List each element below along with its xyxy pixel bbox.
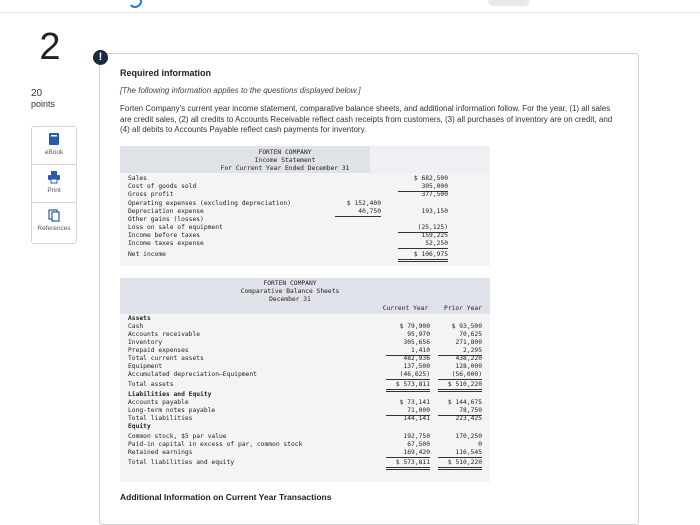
income-row-col1: 40,750 [335, 208, 381, 217]
income-row-col1 [335, 191, 381, 199]
income-row-label: Depreciation expense [128, 208, 204, 215]
income-title-1: FORTEN COMPANY [258, 149, 312, 156]
income-statement-table [120, 146, 490, 266]
balance-row-current: $ 573,811 [386, 459, 430, 470]
balance-row-prior: 0 [478, 441, 482, 448]
balance-row-label: Assets [128, 315, 151, 322]
balance-row-label: Accounts payable [128, 399, 189, 406]
income-row-col1 [335, 224, 381, 232]
balance-row-label: Accumulated depreciation—Equipment [128, 371, 257, 378]
top-button[interactable] [488, 0, 530, 6]
income-row-col2 [398, 200, 448, 208]
income-row-label: Other gains (losses) [128, 216, 204, 223]
balance-row-prior: $ 93,500 [451, 323, 482, 330]
balance-row-label: Total assets [128, 381, 174, 388]
balance-row-current [386, 315, 430, 323]
income-row-label: Income taxes expense [128, 240, 204, 247]
income-row-label: Income before taxes [128, 232, 201, 239]
income-title-2: Income Statement [254, 157, 316, 164]
income-row-col2: $ 682,500 [413, 175, 448, 182]
col-header-prior: Prior Year [444, 305, 482, 312]
balance-row-label: Retained earnings [128, 449, 193, 456]
income-row-label: Cost of goods sold [128, 183, 197, 190]
required-title: Required information [120, 68, 212, 78]
loading-icon [128, 0, 142, 8]
income-row-col1 [335, 183, 381, 191]
income-row-col2: 377,500 [421, 191, 448, 198]
printer-icon [47, 170, 61, 184]
balance-row-current [386, 423, 430, 431]
income-row-col1 [335, 251, 381, 259]
balance-row-prior [438, 315, 482, 323]
col-header-current: Current Year [382, 305, 429, 312]
balance-row-current: 144,141 [403, 415, 430, 422]
balance-row-prior: 438,220 [455, 355, 482, 362]
balance-row-prior: $ 144,675 [447, 399, 482, 406]
required-note: [The following information applies to the questions displayed below.] [120, 86, 361, 95]
balance-sheet-table [120, 278, 490, 482]
balance-row-current: 1,410 [386, 347, 430, 356]
balance-row-prior: $ 510,220 [438, 381, 482, 392]
balance-row-current: 192,750 [403, 433, 430, 440]
balance-row-label: Total liabilities [128, 415, 193, 422]
income-row-col1 [335, 232, 381, 240]
print-button[interactable] [31, 164, 77, 206]
balance-row-current: 137,500 [403, 363, 430, 370]
balance-row-prior: 223,425 [455, 415, 482, 422]
balance-row-current: $ 79,900 [399, 323, 430, 330]
balance-row-prior: 78,750 [438, 407, 482, 416]
balance-row-prior: 271,800 [455, 339, 482, 346]
balance-row-prior: $ 510,220 [438, 459, 482, 470]
balance-title-3: December 31 [269, 296, 311, 303]
balance-row-label: Accounts receivable [128, 331, 201, 338]
income-title-3: For Current Year Ended December 31 [220, 165, 350, 172]
references-button[interactable] [31, 202, 77, 244]
balance-row-current: 95,970 [407, 331, 430, 338]
income-row-col2: 305,000 [398, 183, 448, 192]
income-row-label: Sales [128, 175, 147, 182]
income-row-label: Loss on sale of equipment [128, 224, 223, 231]
balance-row-current: 482,936 [403, 355, 430, 362]
income-row-col2: 52,250 [398, 240, 448, 249]
balance-row-label: Cash [128, 323, 144, 330]
balance-row-prior: 128,000 [455, 363, 482, 370]
balance-row-prior: 2,295 [438, 347, 482, 356]
print-label: Print [47, 187, 61, 194]
references-label: References [37, 225, 71, 232]
points-label: points [31, 99, 56, 109]
balance-row-current: (46,625) [386, 371, 430, 380]
income-row-label: Gross profit [128, 191, 174, 198]
income-row-col1 [335, 175, 381, 183]
income-row-col1 [335, 216, 381, 224]
income-row-label: Net income [128, 251, 166, 258]
balance-row-label: Liabilities and Equity [128, 391, 212, 398]
balance-row-prior: 170,250 [455, 433, 482, 440]
book-icon [47, 132, 61, 146]
income-row-col1: $ 152,400 [346, 200, 381, 207]
balance-row-label: Prepaid expenses [128, 347, 189, 354]
balance-row-current: $ 573,811 [386, 381, 430, 392]
balance-row-label: Equity [128, 423, 151, 430]
income-row-col2: 193,150 [421, 208, 448, 215]
alert-icon: ! [93, 50, 108, 65]
balance-row-label: Paid-in capital in excess of par, common stock [128, 441, 303, 448]
points-info [31, 88, 55, 110]
top-bar [0, 0, 700, 13]
income-row-col2: $ 106,975 [398, 251, 448, 262]
balance-row-current: 305,656 [403, 339, 430, 346]
balance-row-prior [438, 391, 482, 399]
income-row-label: Operating expenses (excluding depreciation) [128, 200, 292, 207]
ebook-label: eBook [44, 149, 64, 156]
balance-row-current: 71,000 [386, 407, 430, 416]
balance-row-label: Equipment [128, 363, 163, 370]
balance-row-prior [438, 423, 482, 431]
required-body: Forten Company's current year income statement, comparative balance sheets, and additional information follow. For the year, (1) all sales are credit sales, (2) all credits to Accounts Receivable reflect cash receipts from customers, (3) all purchases of inventory are on credit, and (4) all debits to Accounts Payable reflect cash payments for inventory. [120, 104, 613, 134]
balance-row-current: 169,420 [386, 449, 430, 458]
balance-row-label: Total current assets [128, 355, 204, 362]
additional-info-title: Additional Information on Current Year Transactions [120, 492, 332, 502]
balance-row-prior: 70,625 [459, 331, 482, 338]
copy-icon [47, 208, 61, 222]
income-row-col2: (25,125) [398, 224, 448, 233]
balance-title-1: FORTEN COMPANY [263, 280, 317, 287]
balance-row-label: Long-term notes payable [128, 407, 216, 414]
income-row-col2 [398, 216, 448, 224]
balance-row-current [386, 391, 430, 399]
balance-row-prior: 116,545 [438, 449, 482, 458]
balance-row-label: Total liabilities and equity [128, 459, 235, 466]
points-value: 20 [31, 88, 43, 99]
balance-row-label: Inventory [128, 339, 163, 346]
balance-row-current: $ 73,141 [399, 399, 430, 406]
income-row-col1 [335, 240, 381, 248]
income-row-col2: 159,225 [421, 232, 448, 239]
balance-row-prior: (56,000) [438, 371, 482, 380]
question-number: 2 [39, 26, 61, 68]
balance-title-2: Comparative Balance Sheets [240, 288, 340, 295]
ebook-button[interactable] [31, 126, 77, 168]
balance-row-current: 67,500 [407, 441, 430, 448]
balance-row-label: Common stock, $5 par value [128, 433, 227, 440]
